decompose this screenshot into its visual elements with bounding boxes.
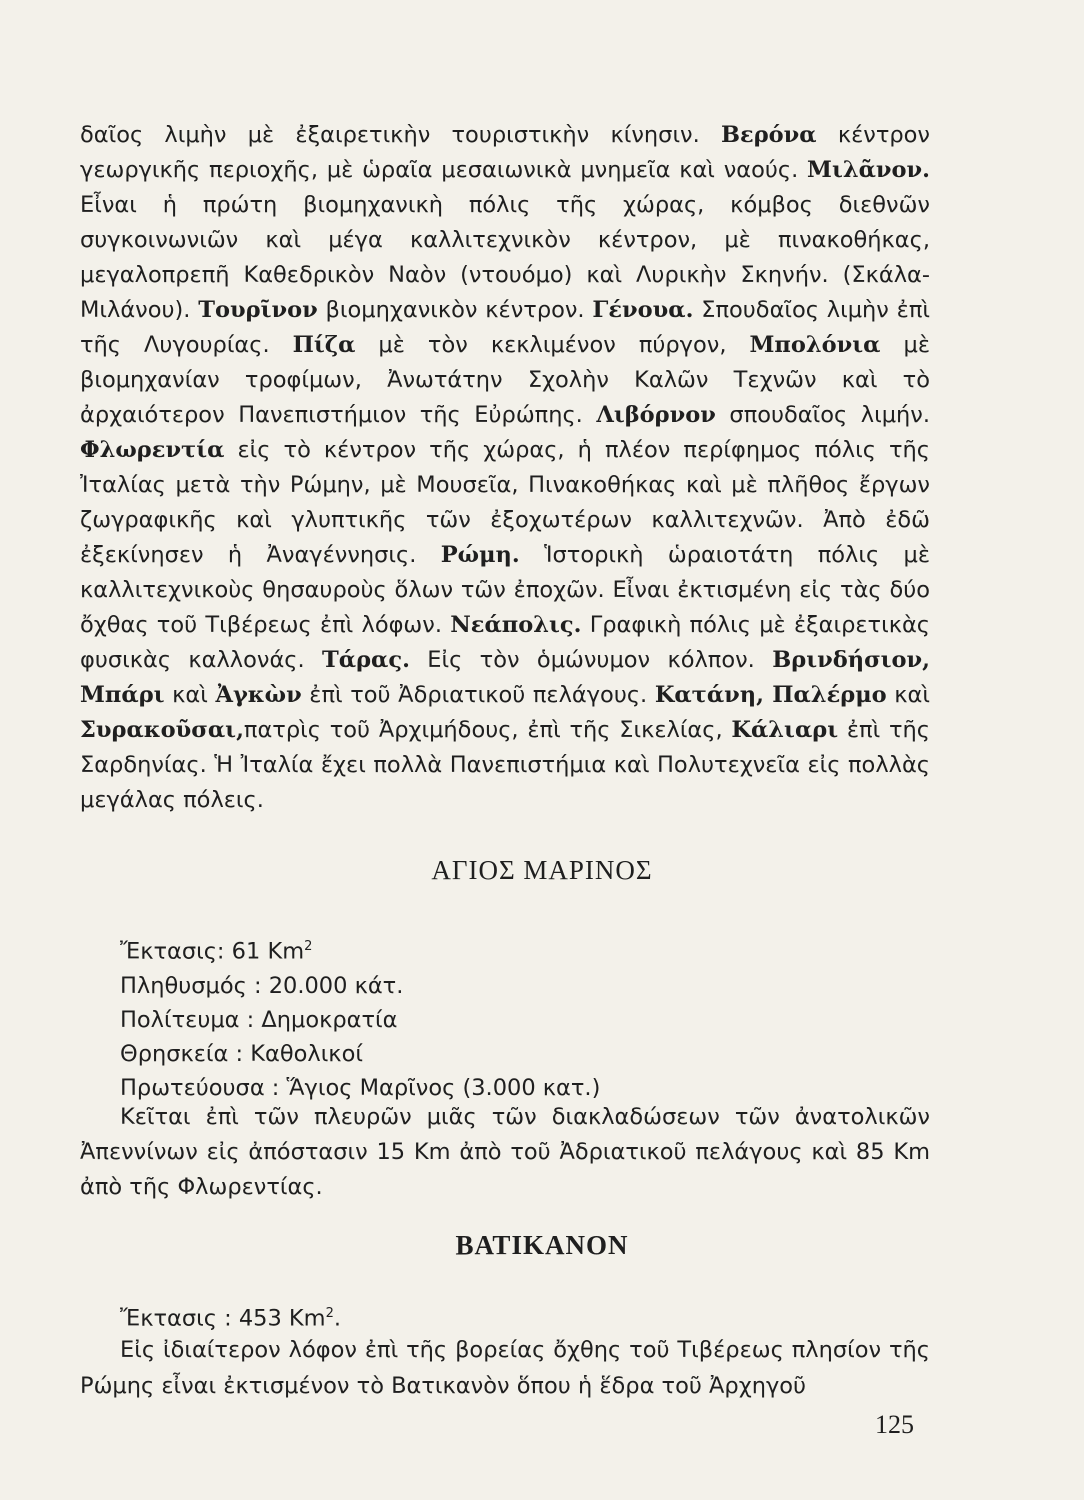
- area-superscript: 2: [304, 939, 313, 954]
- city-catania-palermo: Κατάνη, Παλέρμο: [654, 682, 887, 708]
- san-marino-heading: ΑΓΙΟΣ ΜΑΡΙΝΟΣ: [431, 855, 653, 885]
- fact-area: [120, 930, 600, 969]
- page-number: 125: [875, 1410, 914, 1439]
- fact-religion: Θρησκεία : Καθολικοί: [120, 1040, 363, 1067]
- text-span: Εἶναι ἡ πρώτη βιομηχανικὴ πόλις τῆς χώρας, κόμβος διεθνῶν συγκοινωνιῶν καὶ μέγα καλλιτεχνικὸν κέντρον, μὲ πινακοθήκας, μεγαλοπρεπῆ Καθεδρικὸν Ναὸν (ντουόμο) καὶ Λυρικὴν Σκηνήν. (Σκάλα-Μιλάνου).: [80, 192, 930, 323]
- city-cagliari: Κάλιαρι: [731, 717, 839, 743]
- text-span: μὲ βιομηχανίαν τροφίμων, Ἀνωτάτην Σχολὴν Καλῶν Τεχνῶν καὶ τὸ ἀρχαιότερον Πανεπιστήμιον τῆς Εὐρώπης.: [80, 332, 930, 428]
- city-pisa: Πίζα: [292, 332, 356, 358]
- san-marino-facts: [120, 930, 600, 1105]
- text-span: πατρὶς τοῦ Ἀρχιμήδους, ἐπὶ τῆς Σικελίας,: [243, 717, 732, 743]
- text-span: σπουδαῖος λιμήν.: [715, 402, 930, 428]
- area-superscript: 2: [325, 1306, 334, 1321]
- city-verona: Βερόνα: [721, 122, 817, 148]
- text-span: μὲ τὸν κεκλιμένον πύργον,: [355, 332, 750, 358]
- san-marino-description: Κεῖται ἐπὶ τῶν πλευρῶν μιᾶς τῶν διακλαδώσεων τῶν ἀνατολικῶν Ἀπεννίνων εἰς ἀπόστασιν 15 Km ἀπὸ τοῦ Ἀδριατικοῦ πελάγους καὶ 85 Km ἀπὸ τῆς Φλωρεντίας.: [80, 1104, 930, 1200]
- vatican-description: Εἰς ἰδιαίτερον λόφον ἐπὶ τῆς βορείας ὄχθης τοῦ Τιβέρεως πλησίον τῆς Ρώμης εἶναι ἐκτισμένον τὸ Βατικανὸν ὅπου ἡ ἕδρα τοῦ Ἀρχηγοῦ: [80, 1337, 930, 1399]
- city-milano: Μιλᾶνον.: [807, 157, 930, 183]
- city-livorno: Λιβόρνον: [596, 402, 716, 428]
- text-span: Γραφικὴ πόλις μὲ ἐξαιρετικὰς φυσικὰς καλλονάς.: [80, 612, 930, 673]
- city-genova: Γένουα.: [592, 297, 694, 323]
- text-span: δαῖος λιμὴν μὲ ἐξαιρετικὴν τουριστικὴν κίνησιν.: [80, 122, 722, 148]
- vatican-heading: ΒΑΤΙΚΑΝΟΝ: [455, 1230, 629, 1260]
- text-span: Ἱστορικὴ ὡραιοτάτη πόλις μὲ καλλιτεχνικοὺς θησαυροὺς ὅλων τῶν ἐποχῶν. Εἶναι ἐκτισμένη εἰς τὰς δύο ὄχθας τοῦ Τιβέρεως ἐπὶ λόφων.: [80, 542, 930, 638]
- text-span: Εἰς τὸν ὁμώνυμον κόλπον.: [409, 647, 773, 673]
- text-span: εἰς τὸ κέντρον τῆς χώρας, ἡ πλέον περίφημος πόλις τῆς Ἰταλίας μετὰ τὴν Ρώμην, μὲ Μουσεῖα, Πινακοθήκας καὶ μὲ πλῆθος ἔργων ζωγραφικῆς καὶ γλυπτικῆς τῶν ἐξοχωτέρων καλλιτεχνῶν. Ἀπὸ ἐδῶ ἐξεκίνησεν ἡ Ἀναγέννησις.: [80, 437, 930, 568]
- city-napoli: Νεάπολις.: [450, 612, 582, 638]
- vatican-facts: [120, 1297, 341, 1336]
- text-span: βιομηχανικὸν κέντρον.: [317, 297, 593, 323]
- city-ancona: Ἀγκὼν: [215, 682, 302, 708]
- text-span: κέντρον γεωργικῆς περιοχῆς, μὲ ὡραῖα μεσαιωνικὰ μνημεῖα καὶ ναούς.: [80, 122, 930, 183]
- city-brindisi-bari: Βρινδήσιον, Μπάρι: [80, 647, 930, 708]
- text-span: ἐπὶ τῆς Σαρδηνίας. Ἡ Ἰταλία ἔχει πολλὰ Πανεπιστήμια καὶ Πολυτεχνεῖα εἰς πολλὰς μεγάλας πόλεις.: [80, 717, 930, 813]
- text-span: Σπουδαῖος λιμὴν ἐπὶ τῆς Λυγουρίας.: [80, 297, 930, 358]
- area-end: .: [333, 1305, 342, 1332]
- text-span: καὶ: [886, 682, 931, 708]
- text-span: καὶ: [164, 682, 216, 708]
- city-bologna: Μπολόνια: [749, 332, 881, 358]
- city-torino: Τουρῖνον: [198, 297, 318, 323]
- city-firenze: Φλωρεντία: [80, 437, 225, 463]
- text-span: ἐπὶ τοῦ Ἀδριατικοῦ πελάγους.: [301, 682, 655, 708]
- fact-government: Πολίτευμα : Δημοκρατία: [120, 1006, 398, 1033]
- city-siracusa: Συρακοῦσαι,: [80, 717, 244, 743]
- area-text: Ἔκτασις: 61 Km: [120, 938, 305, 965]
- city-taranto: Τάρας.: [322, 647, 410, 673]
- area-text: Ἔκτασις : 453 Km: [120, 1305, 326, 1332]
- city-roma: Ρώμη.: [440, 542, 520, 568]
- fact-area: [120, 1297, 341, 1336]
- fact-capital: Πρωτεύουσα : Ἅγιος Μαρῖνος (3.000 κατ.): [120, 1074, 601, 1101]
- italy-cities-paragraph: [80, 118, 930, 818]
- fact-population: Πληθυσμός : 20.000 κάτ.: [120, 972, 404, 999]
